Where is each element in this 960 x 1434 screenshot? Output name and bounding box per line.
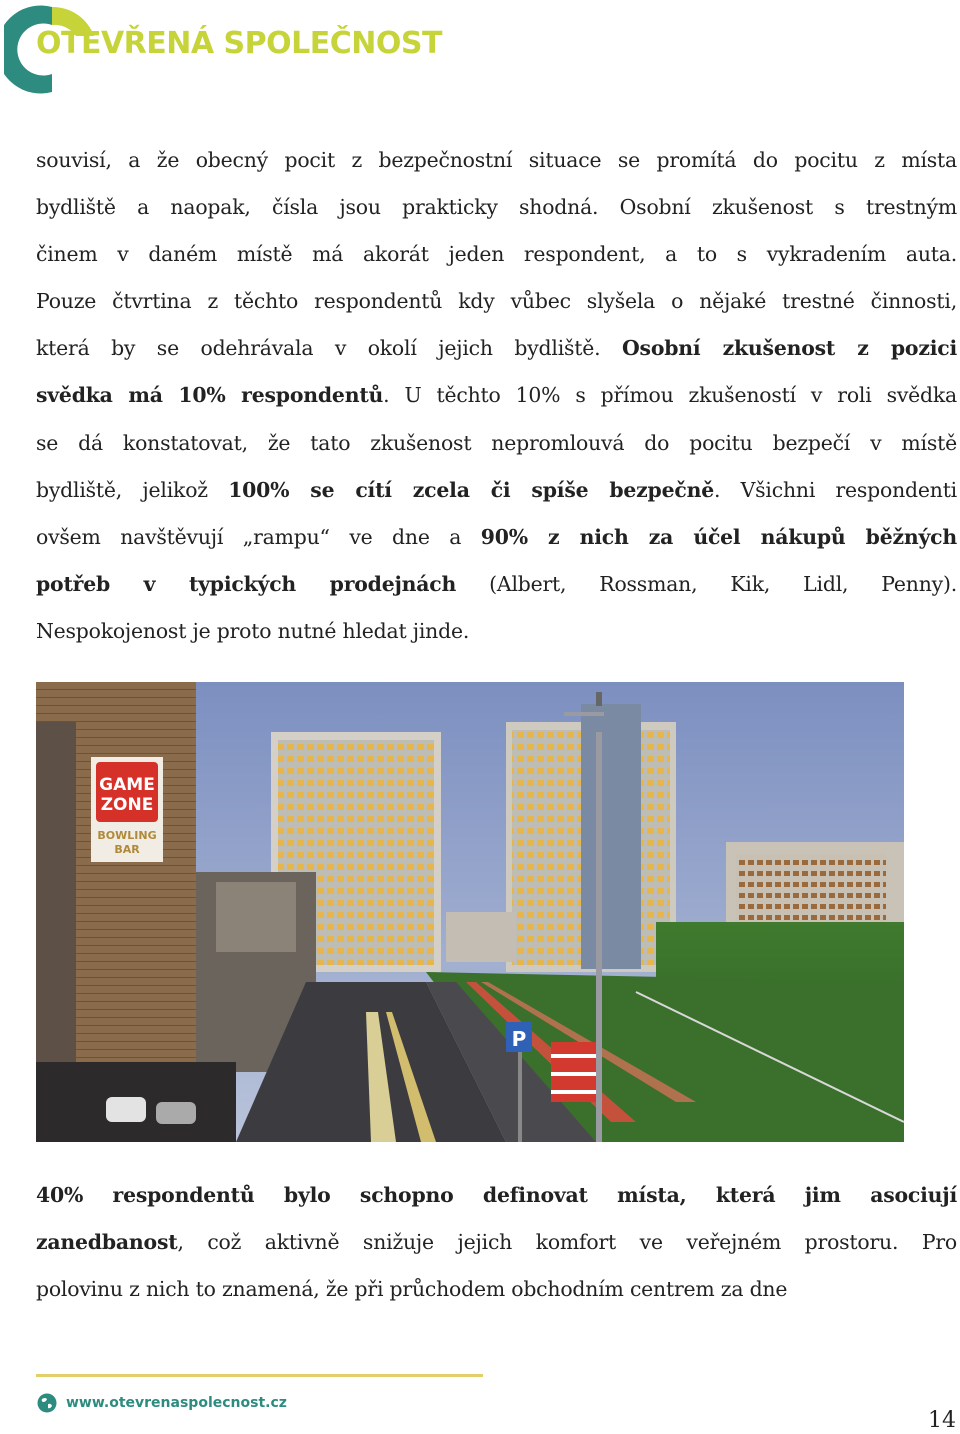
text-line (36, 608, 957, 655)
text-run: bydliště, jelikož (36, 477, 229, 502)
sign-bowling: BOWLING (97, 829, 157, 842)
text-run: která by se odehrávala v okolí jejich bydliště. (36, 336, 622, 361)
text-line (36, 561, 957, 608)
parking-sign: P (511, 1027, 527, 1051)
bold-run: 90% z nich za účel nákupů běžných (480, 524, 957, 549)
text-run: . U těchto 10% s přímou zkušeností v roli svědka (383, 383, 957, 408)
page-number: 14 (928, 1408, 956, 1433)
text-line (36, 278, 957, 325)
text-run: bydliště a naopak, čísla jsou prakticky shodná. Osobní zkušenost s trestným (36, 195, 957, 220)
text-run: souvisí, a že obecný pocit z bezpečnostní situace se promítá do pocitu z místa (36, 148, 957, 172)
footer-rule (36, 1374, 483, 1377)
paragraph-1 (36, 137, 957, 655)
text-line (36, 1172, 957, 1219)
text-run: ovšem navštěvují „rampu“ ve dne a (36, 524, 481, 549)
text-line (36, 137, 957, 184)
bold-run: 100% se cítí zcela či spíše bezpečně (228, 477, 714, 502)
text-run: . Všichni respondenti (714, 477, 957, 502)
text-line (36, 1266, 957, 1313)
text-run: Pouze čtvrtina z těchto respondentů kdy vůbec slyšela o nějaké trestné činnosti, (36, 289, 957, 314)
bold-run: svědka má 10% respondentů (36, 383, 384, 408)
bold-run: zanedbanost (36, 1230, 178, 1255)
text-line (36, 420, 957, 467)
text-line (36, 514, 957, 561)
logo-text: OTEVŘENÁ SPOLEČNOST (36, 26, 442, 61)
text-line (36, 231, 957, 278)
globe-icon (37, 1393, 57, 1413)
paragraph-2 (36, 1172, 957, 1313)
text-line (36, 1219, 957, 1266)
text-line (36, 372, 957, 419)
sign-zone: ZONE (100, 795, 154, 815)
text-run: Nespokojenost je proto nutné hledat jinde. (36, 618, 470, 643)
text-run: (Albert, Rossman, Kik, Lidl, Penny). (456, 571, 957, 596)
text-line (36, 467, 957, 514)
text-run: polovinu z nich to znamená, že při průchodem obchodním centrem za dne (36, 1277, 788, 1302)
sign-game: GAME (99, 775, 155, 795)
photo-housing-estate (36, 682, 904, 1142)
bold-run: Osobní zkušenost z pozici (621, 336, 957, 361)
text-line (36, 184, 957, 231)
text-line (36, 325, 957, 372)
sign-bar: BAR (114, 843, 140, 856)
bold-run: 40% respondentů bylo schopno definovat místa, která jim asociují (36, 1183, 957, 1207)
bold-run: potřeb v typických prodejnách (36, 571, 457, 596)
text-run: , což aktivně snižuje jejich komfort ve veřejném prostoru. Pro (177, 1230, 957, 1255)
footer-url[interactable]: www.otevrenaspolecnost.cz (66, 1395, 287, 1411)
text-run: činem v daném místě má akorát jeden respondent, a to s vykradením auta. (36, 242, 957, 267)
text-run: se dá konstatovat, že tato zkušenost nepromlouvá do pocitu bezpečí v místě (36, 430, 957, 455)
